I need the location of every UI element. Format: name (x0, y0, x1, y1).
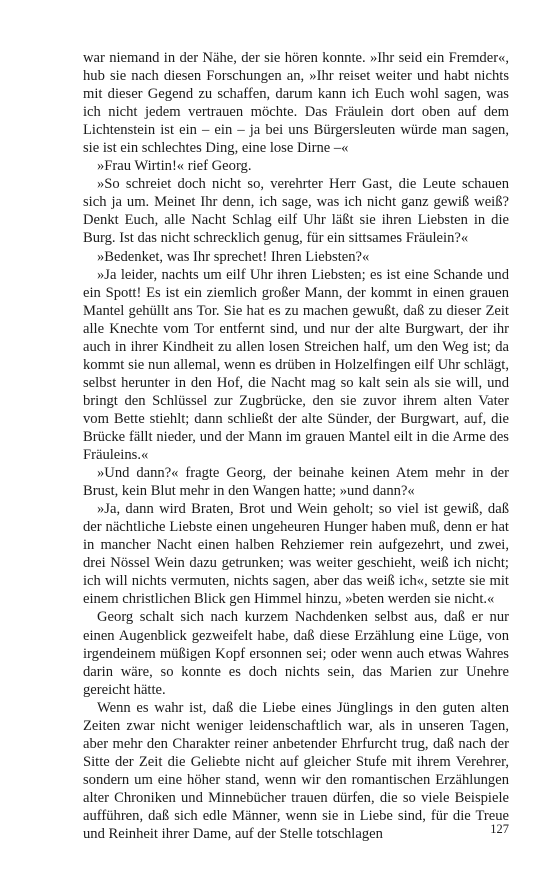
book-page (83, 49, 509, 843)
paragraph-5: »Ja leider, nachts um eilf Uhr ihren Liebsten; es ist eine Schande und ein Spott! Es ist ein ziemlich großer Mann, der kommt in einen grauen Mantel gehüllt ans Tor. Sie hat es zu machen gewußt, daß zu dieser Zeit alle Knechte vom Tor entfernt sind, und nur der alte Burgwart, der ihr auch in ihrer Kindheit zu allen losen Streichen half, um den Weg ist; da kommt sie nun allemal, wenn es drüben in Holzelfingen eilf Uhr schlägt, selbst herunter in den Hof, die Nacht mag so kalt sein als sie will, und bringt den Schlüssel zur Zugbrücke, den sie zuvor ihrem alten Vater vom Bette stiehlt; dann schließt der alte Sünder, der Burgwart, auf, die Brücke fällt nieder, und der Mann im grauen Mantel eilt in die Arme des Fräuleins.« (83, 266, 509, 464)
paragraph-8: Georg schalt sich nach kurzem Nachdenken selbst aus, daß er nur einen Augenblick gezweifelt habe, daß diese Erzählung eine Lüge, von irgendeinem müßigen Kopf ersonnen sei; oder wenn auch etwas Wahres darin wäre, so konnte es doch nichts sein, das Marien zur Unehre gereicht hätte. (83, 609, 509, 698)
page-number: 127 (490, 822, 509, 836)
paragraph-3: »So schreiet doch nicht so, verehrter Herr Gast, die Leute schauen sich ja um. Meinet Ihr denn, ich sage, was ich nicht ganz gewiß weiß? Denkt Euch, alle Nacht Schlag eilf Uhr läßt sie ihren Liebsten in die Burg. Ist das nicht schrecklich genug, für ein sittsames Fräulein?« (83, 176, 509, 247)
body-text (83, 49, 509, 843)
paragraph-7: »Ja, dann wird Braten, Brot und Wein geholt; so viel ist gewiß, daß der nächtliche Liebste einen ungeheuren Hunger haben muß, denn er hat in mancher Nacht einen halben Rehziemer rein aufgezehrt, und zwei, drei Nössel Wein dazu getrunken; was weiter geschieht, weiß ich nicht; ich will nichts vermuten, nichts sagen, aber das weiß ich«, setzte sie mit einem christlichen Blick gen Himmel hinzu, »beten werden sie nicht.« (83, 501, 509, 608)
paragraph-2: »Frau Wirtin!« rief Georg. (97, 158, 252, 175)
paragraph-9: Wenn es wahr ist, daß die Liebe eines Jünglings in den guten alten Zeiten zwar nicht weniger leidenschaftlich war, als in unseren Tagen, aber mehr den Charakter reiner anbetender Ehrfurcht trug, daß nach der Sitte der Zeit die Geliebte nicht auf gleicher Stufe mit ihrem Verehrer, sondern um eine höher stand, wenn wir den romantischen Erzählungen alter Chroniken und Minnebücher trauen dürfen, die so viele Beispiele aufführen, daß sich edle Männer, wenn sie in Liebe sind, für die Treue und Reinheit ihrer Dame, auf der Stelle totschlagen (83, 699, 509, 843)
paragraph-1: war niemand in der Nähe, der sie hören konnte. »Ihr seid ein Fremder«, hub sie nach diesen Forschungen an, »Ihr reiset weiter und habt nichts mit dieser Gegend zu schaffen, darum kann ich Euch wohl sagen, was ich nicht jedem vertrauen möchte. Das Fräulein dort oben auf dem Lichtenstein ist ein – ein – ja bei uns Bürgersleuten würde man sagen, sie ist ein schlechtes Ding, eine lose Dirne –« (83, 50, 509, 157)
paragraph-4: »Bedenket, was Ihr sprechet! Ihren Liebsten?« (97, 248, 370, 265)
paragraph-6: »Und dann?« fragte Georg, der beinahe keinen Atem mehr in der Brust, kein Blut mehr in den Wangen hatte; »und dann?« (83, 465, 509, 500)
